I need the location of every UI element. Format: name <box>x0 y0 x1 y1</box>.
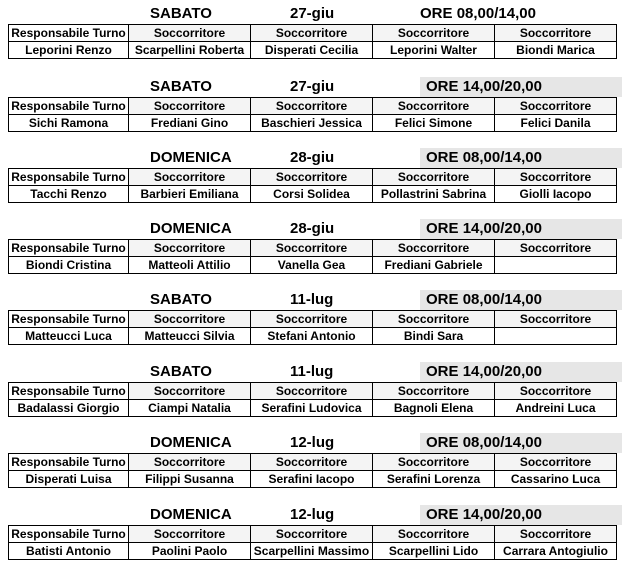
person-name-cell: Paolini Paolo <box>129 543 251 560</box>
shift-date: 27-giu <box>290 5 335 22</box>
role-row <box>9 383 617 400</box>
person-name-cell: Badalassi Giorgio <box>9 400 129 417</box>
shift-date: 12-lug <box>290 506 335 523</box>
shift-day: DOMENICA <box>150 434 232 451</box>
person-name-cell: Matteoli Attilio <box>129 257 251 274</box>
person-name-cell: Giolli Iacopo <box>495 186 617 203</box>
role-header-soccorritore: Soccorritore <box>495 311 617 328</box>
hours-label: ORE <box>426 434 459 451</box>
role-row <box>9 98 617 115</box>
shift-block <box>0 290 627 348</box>
names-row <box>9 471 617 488</box>
person-name-cell: Leporini Walter <box>373 42 495 59</box>
person-name-cell: Cassarino Luca <box>495 471 617 488</box>
person-name-cell: Sichi Ramona <box>9 115 129 132</box>
hours-value: 14,00/20,00 <box>462 220 542 237</box>
shift-table <box>8 453 617 488</box>
role-row <box>9 25 617 42</box>
person-name-cell: Bagnoli Elena <box>373 400 495 417</box>
role-header-soccorritore: Soccorritore <box>373 526 495 543</box>
shift-date: 28-giu <box>290 220 335 237</box>
person-name-cell: Scarpellini Lido <box>373 543 495 560</box>
role-header-responsabile: Responsabile Turno <box>9 526 129 543</box>
role-header-soccorritore: Soccorritore <box>495 169 617 186</box>
shift-day: SABATO <box>150 363 212 380</box>
role-header-soccorritore: Soccorritore <box>251 25 373 42</box>
person-name-cell: Biondi Cristina <box>9 257 129 274</box>
role-header-soccorritore: Soccorritore <box>373 25 495 42</box>
shift-hours <box>420 148 622 168</box>
role-header-responsabile: Responsabile Turno <box>9 98 129 115</box>
shift-hours <box>420 4 610 24</box>
person-name-cell: Carrara Antogiulio <box>495 543 617 560</box>
shift-hours <box>420 362 622 382</box>
shift-hours <box>420 77 622 97</box>
names-row <box>9 400 617 417</box>
names-row <box>9 115 617 132</box>
hours-label: ORE <box>426 220 459 237</box>
hours-label: ORE <box>426 78 459 95</box>
hours-value: 08,00/14,00 <box>462 291 542 308</box>
names-row <box>9 42 617 59</box>
hours-label: ORE <box>426 363 459 380</box>
names-row <box>9 328 617 345</box>
shift-block <box>0 505 627 563</box>
role-header-soccorritore: Soccorritore <box>251 311 373 328</box>
shift-day: DOMENICA <box>150 506 232 523</box>
shift-date: 11-lug <box>290 363 334 380</box>
shift-day: SABATO <box>150 291 212 308</box>
shift-date: 27-giu <box>290 78 335 95</box>
names-row <box>9 543 617 560</box>
role-header-soccorritore: Soccorritore <box>495 454 617 471</box>
person-name-cell: Felici Danila <box>495 115 617 132</box>
shift-hours <box>420 433 622 453</box>
role-header-soccorritore: Soccorritore <box>129 169 251 186</box>
role-header-soccorritore: Soccorritore <box>129 526 251 543</box>
role-header-soccorritore: Soccorritore <box>129 454 251 471</box>
shift-block <box>0 433 627 491</box>
person-name-cell: Serafini Lorenza <box>373 471 495 488</box>
shift-table <box>8 310 617 345</box>
role-header-responsabile: Responsabile Turno <box>9 311 129 328</box>
person-name-cell: Matteucci Silvia <box>129 328 251 345</box>
role-row <box>9 526 617 543</box>
role-header-soccorritore: Soccorritore <box>373 240 495 257</box>
shift-hours <box>420 219 622 239</box>
shift-table <box>8 382 617 417</box>
shift-table <box>8 97 617 132</box>
role-row <box>9 240 617 257</box>
hours-value: 14,00/20,00 <box>462 78 542 95</box>
shift-table <box>8 239 617 274</box>
person-name-cell: Vanella Gea <box>251 257 373 274</box>
person-name-cell: Scarpellini Massimo <box>251 543 373 560</box>
role-header-soccorritore: Soccorritore <box>251 98 373 115</box>
shift-block <box>0 4 627 62</box>
role-header-responsabile: Responsabile Turno <box>9 240 129 257</box>
shift-block <box>0 77 627 135</box>
hours-label: ORE <box>426 506 459 523</box>
role-header-responsabile: Responsabile Turno <box>9 383 129 400</box>
hours-label: ORE <box>420 5 453 22</box>
person-name-cell: Scarpellini Roberta <box>129 42 251 59</box>
person-name-cell: Frediani Gino <box>129 115 251 132</box>
role-row <box>9 454 617 471</box>
person-name-cell: Stefani Antonio <box>251 328 373 345</box>
hours-label: ORE <box>426 149 459 166</box>
person-name-cell: Leporini Renzo <box>9 42 129 59</box>
person-name-cell: Serafini Ludovica <box>251 400 373 417</box>
role-header-soccorritore: Soccorritore <box>251 526 373 543</box>
role-header-soccorritore: Soccorritore <box>373 98 495 115</box>
shift-day: DOMENICA <box>150 220 232 237</box>
shift-table <box>8 168 617 203</box>
hours-value: 08,00/14,00 <box>462 149 542 166</box>
person-name-cell: Batisti Antonio <box>9 543 129 560</box>
person-name-cell: Ciampi Natalia <box>129 400 251 417</box>
role-header-responsabile: Responsabile Turno <box>9 454 129 471</box>
shift-day: DOMENICA <box>150 149 232 166</box>
person-name-cell: Biondi Marica <box>495 42 617 59</box>
hours-label: ORE <box>426 291 459 308</box>
role-header-soccorritore: Soccorritore <box>495 240 617 257</box>
role-header-soccorritore: Soccorritore <box>129 25 251 42</box>
shift-block <box>0 148 627 206</box>
shift-table <box>8 525 617 560</box>
person-name-cell: Disperati Luisa <box>9 471 129 488</box>
role-header-responsabile: Responsabile Turno <box>9 169 129 186</box>
role-header-soccorritore: Soccorritore <box>129 311 251 328</box>
role-header-soccorritore: Soccorritore <box>251 454 373 471</box>
person-name-cell: Filippi Susanna <box>129 471 251 488</box>
person-name-cell: Serafini Iacopo <box>251 471 373 488</box>
role-header-soccorritore: Soccorritore <box>251 169 373 186</box>
role-header-soccorritore: Soccorritore <box>373 311 495 328</box>
role-header-soccorritore: Soccorritore <box>373 383 495 400</box>
shift-block <box>0 362 627 420</box>
role-row <box>9 311 617 328</box>
role-header-soccorritore: Soccorritore <box>495 25 617 42</box>
person-name-cell: Corsi Solidea <box>251 186 373 203</box>
shift-hours <box>420 290 622 310</box>
role-header-soccorritore: Soccorritore <box>129 383 251 400</box>
person-name-cell: Frediani Gabriele <box>373 257 495 274</box>
person-name-cell: Baschieri Jessica <box>251 115 373 132</box>
role-header-soccorritore: Soccorritore <box>251 240 373 257</box>
shift-day: SABATO <box>150 78 212 95</box>
person-name-cell: Disperati Cecilia <box>251 42 373 59</box>
person-name-cell: Barbieri Emiliana <box>129 186 251 203</box>
shift-table <box>8 24 617 59</box>
role-header-soccorritore: Soccorritore <box>129 98 251 115</box>
person-name-cell <box>495 257 617 274</box>
shift-date: 11-lug <box>290 291 334 308</box>
role-row <box>9 169 617 186</box>
role-header-soccorritore: Soccorritore <box>495 526 617 543</box>
role-header-soccorritore: Soccorritore <box>495 383 617 400</box>
hours-value: 14,00/20,00 <box>462 363 542 380</box>
person-name-cell <box>495 328 617 345</box>
role-header-soccorritore: Soccorritore <box>373 169 495 186</box>
person-name-cell: Andreini Luca <box>495 400 617 417</box>
role-header-soccorritore: Soccorritore <box>373 454 495 471</box>
shift-date: 12-lug <box>290 434 335 451</box>
person-name-cell: Tacchi Renzo <box>9 186 129 203</box>
role-header-soccorritore: Soccorritore <box>129 240 251 257</box>
hours-value: 08,00/14,00 <box>462 434 542 451</box>
person-name-cell: Bindi Sara <box>373 328 495 345</box>
names-row <box>9 186 617 203</box>
shift-hours <box>420 505 622 525</box>
person-name-cell: Matteucci Luca <box>9 328 129 345</box>
hours-value: 14,00/20,00 <box>462 506 542 523</box>
shift-date: 28-giu <box>290 149 335 166</box>
names-row <box>9 257 617 274</box>
role-header-responsabile: Responsabile Turno <box>9 25 129 42</box>
hours-value: 08,00/14,00 <box>456 5 536 22</box>
person-name-cell: Felici Simone <box>373 115 495 132</box>
role-header-soccorritore: Soccorritore <box>251 383 373 400</box>
role-header-soccorritore: Soccorritore <box>495 98 617 115</box>
shift-block <box>0 219 627 277</box>
shift-day: SABATO <box>150 5 212 22</box>
person-name-cell: Pollastrini Sabrina <box>373 186 495 203</box>
